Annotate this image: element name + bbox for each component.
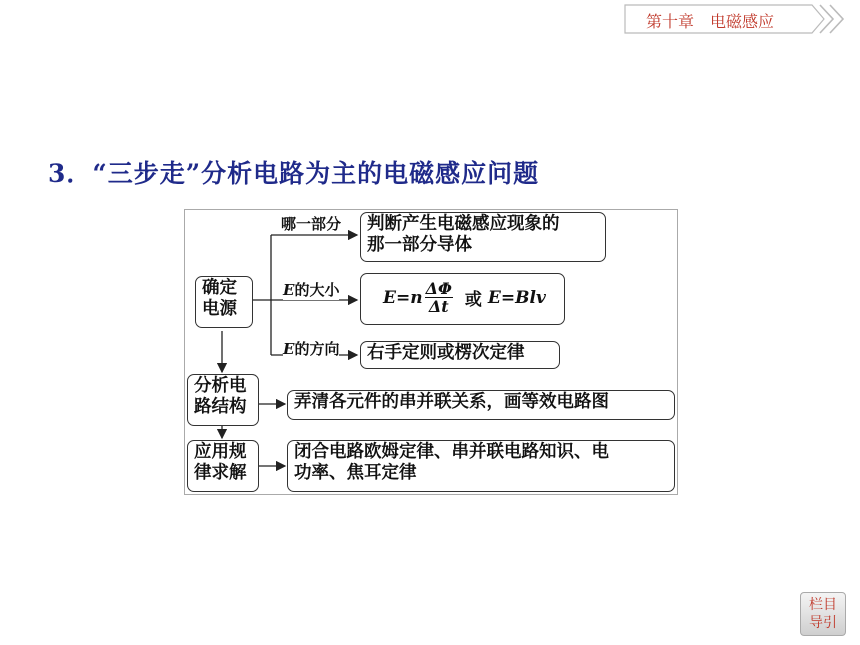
step-apply-laws: 应用规 律求解	[187, 440, 259, 492]
chapter-number: 第十章	[646, 12, 695, 31]
magnitude-text: 的大小	[294, 281, 340, 299]
section-title: 3．“三步走”分析电路为主的电磁感应问题	[48, 159, 540, 188]
emf-symbol: E	[283, 340, 295, 358]
branch-label-which-part: 哪一部分	[281, 215, 342, 233]
branch-label-magnitude	[283, 279, 339, 300]
step-analyze-circuit: 分析电 路结构	[187, 374, 259, 426]
formula-numerator: ΔΦ	[425, 279, 452, 298]
branch-text-conductor: 判断产生电磁感应现象的 那一部分导体	[360, 212, 606, 262]
nav-label-line2: 导引	[809, 615, 837, 631]
step2-detail: 弄清各元件的串并联关系，画等效电路图	[287, 390, 675, 420]
formula-or: 或	[464, 290, 482, 310]
chapter-title: 电磁感应	[710, 12, 775, 31]
branch-text-direction: 右手定则或楞次定律	[360, 341, 560, 369]
nav-label-line1: 栏目	[809, 597, 837, 613]
formula-rhs: E=Blv	[487, 287, 546, 308]
chapter-tab	[624, 4, 856, 34]
branch-label-direction	[283, 338, 339, 359]
emf-symbol: E	[283, 281, 295, 299]
formula-denominator: Δt	[428, 297, 449, 316]
flow-diagram	[184, 209, 678, 495]
step3-detail: 闭合电路欧姆定律、串并联电路知识、电 功率、焦耳定律	[287, 440, 675, 492]
emf-formula	[383, 280, 546, 315]
formula-lhs: E=n	[383, 287, 423, 308]
direction-text: 的方向	[294, 340, 340, 358]
column-guide-button[interactable]	[800, 592, 846, 636]
formula-fraction	[425, 280, 453, 315]
step-determine-source: 确定 电源	[195, 276, 253, 328]
